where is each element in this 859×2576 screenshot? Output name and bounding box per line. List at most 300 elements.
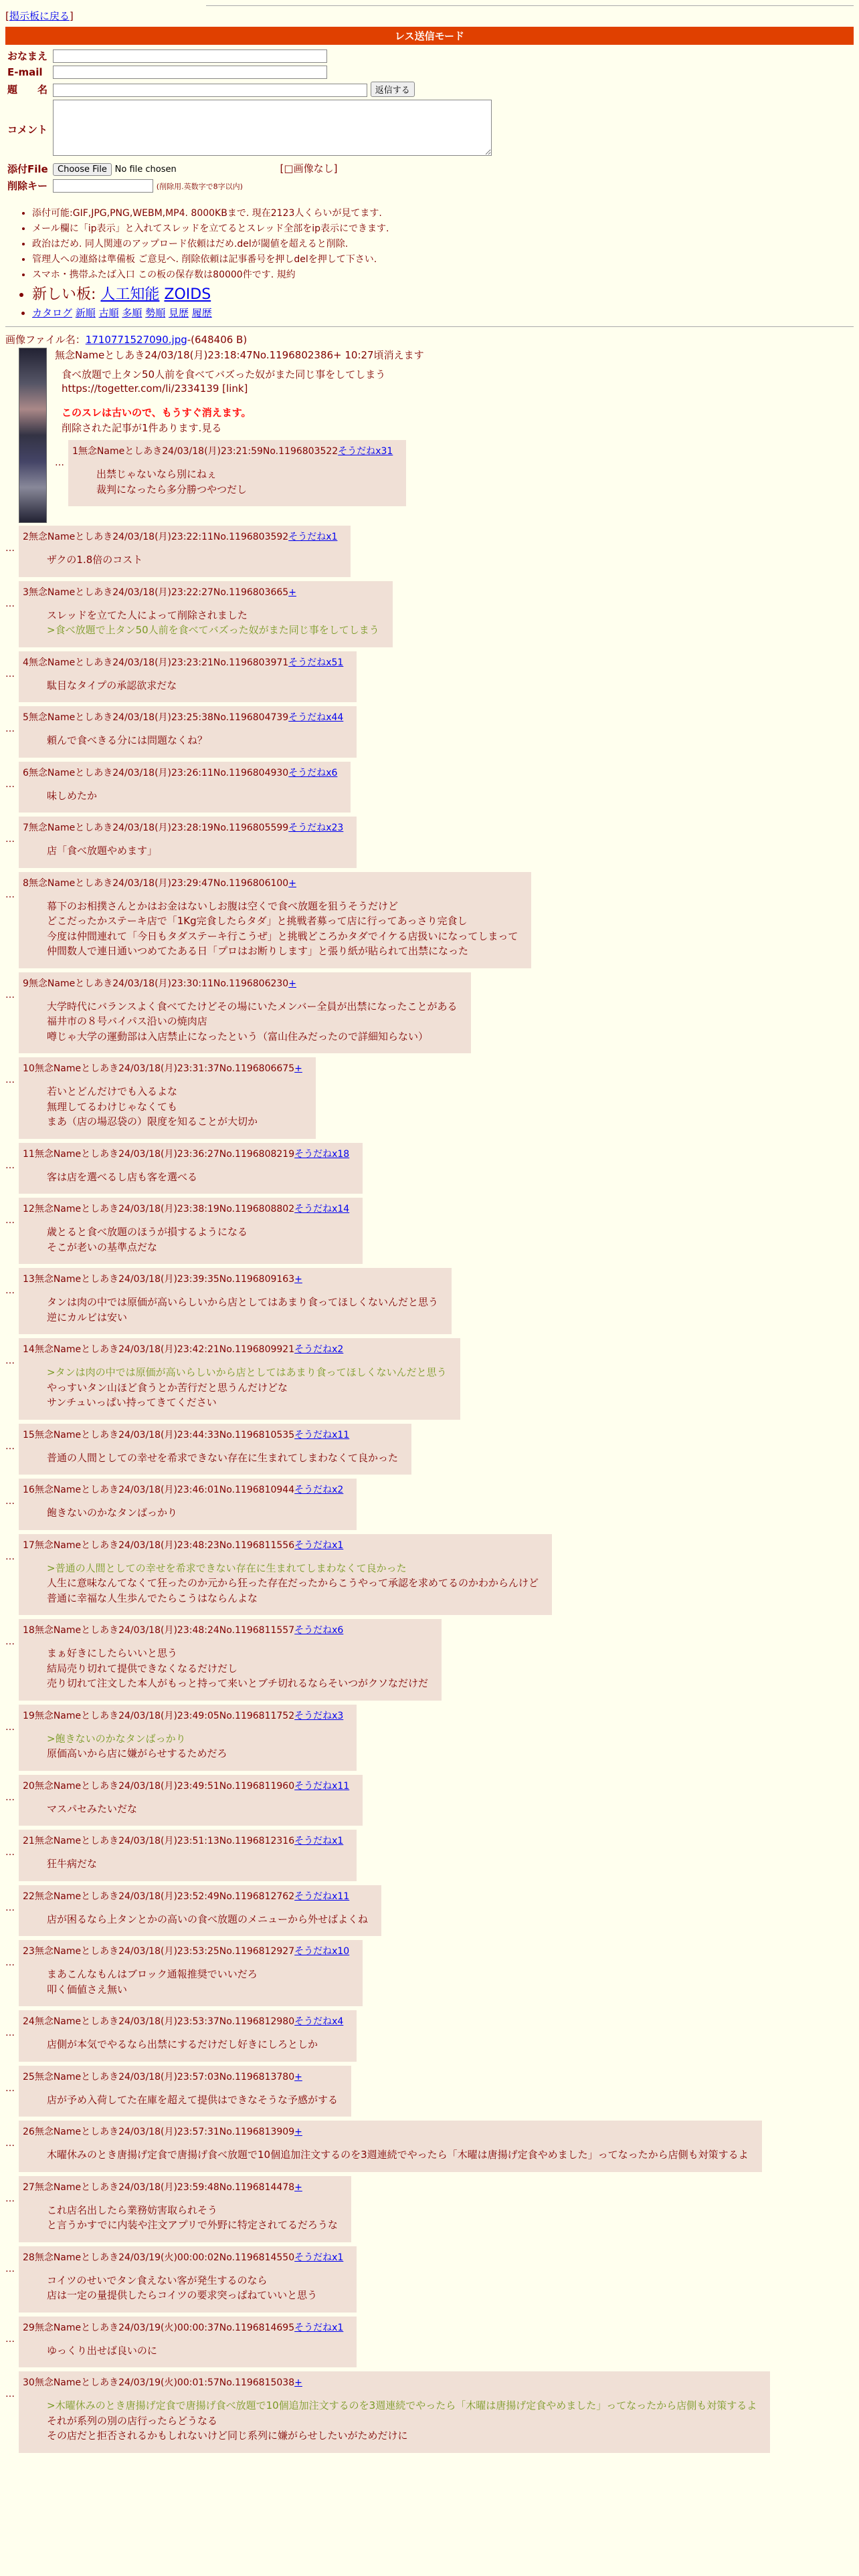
reply-box xyxy=(19,1830,357,1881)
reply-body xyxy=(47,1365,447,1410)
reply-meta[interactable]: 1無念Nameとしあき24/03/18(月)23:21:59No.1196803522 xyxy=(72,446,339,457)
reply-marker: … xyxy=(5,2389,15,2399)
reply-line: 無理してるわけじゃなくても xyxy=(47,1100,178,1113)
reply-post xyxy=(5,972,854,1054)
reply-header xyxy=(23,1889,368,1903)
reply-line: 客は店を選べるし店も客を選べる xyxy=(47,1170,198,1183)
reply-line: マスパセみたいだな xyxy=(47,1802,138,1815)
reply-post xyxy=(5,706,854,758)
reply-line: タンは肉の中では原価が高いらしいから店としてはあまり食ってほしくないんだと思う xyxy=(47,1296,439,1308)
reply-box xyxy=(19,2066,351,2117)
sodane-button[interactable]: そうだねx14 xyxy=(294,1204,350,1214)
reply-marker: … xyxy=(5,2138,15,2149)
reply-meta[interactable]: 8無念Nameとしあき24/03/18(月)23:29:47No.1196806100 xyxy=(23,877,289,889)
reply-box xyxy=(19,762,351,813)
sodane-button[interactable]: そうだねx2 xyxy=(294,1485,344,1495)
reply-meta[interactable]: 27無念Nameとしあき24/03/18(月)23:59:48No.1196814478 xyxy=(23,2181,295,2193)
reply-body xyxy=(47,1224,349,1255)
reply-line: 店「食べ放題やめます」 xyxy=(47,845,158,857)
reply-body xyxy=(96,467,393,497)
sodane-button[interactable]: + xyxy=(294,2127,302,2137)
reply-post xyxy=(5,1940,854,2006)
reply-post xyxy=(5,1885,854,1937)
reply-line: と言うかすでに内装や注文アプリで外野に特定されてるだろうな xyxy=(47,2219,338,2231)
reply-box xyxy=(19,1479,357,1530)
reply-body xyxy=(47,678,343,693)
reply-meta[interactable]: 18無念Nameとしあき24/03/18(月)23:48:24No.1196811557 xyxy=(23,1625,295,1636)
reply-post xyxy=(5,1479,854,1530)
reply-line: 店は一定の量提供したらコイツの要求突っぱねていいと思う xyxy=(47,2289,318,2301)
reply-post xyxy=(5,817,854,868)
reply-box xyxy=(19,706,357,758)
reply-line: 原価高いから店に嫌がらせするためだろ xyxy=(47,1747,227,1759)
delete-key-input[interactable] xyxy=(53,179,153,193)
reply-line: 頼んで食べきる分には問題なくね？ xyxy=(47,734,208,746)
sodane-button[interactable]: そうだねx11 xyxy=(294,1891,350,1902)
reply-box xyxy=(19,2317,357,2368)
reply-body xyxy=(47,2147,749,2163)
sodane-button[interactable]: そうだねx1 xyxy=(294,2252,344,2263)
reply-meta[interactable]: 11無念Nameとしあき24/03/18(月)23:36:27No.1196808219 xyxy=(23,1148,295,1160)
reply-body xyxy=(47,2343,343,2359)
reply-marker: … xyxy=(5,724,15,734)
reply-box xyxy=(19,1534,552,1616)
reply-marker: … xyxy=(5,1075,15,1085)
reply-box xyxy=(19,651,357,703)
reply-line: 木曜休みのとき唐揚げ定食で唐揚げ食べ放題で10個追加注文するのを3週連続でやったら「木曜は唐揚げ定食やめました」ってなったから店側も対策するよ xyxy=(47,2149,749,2161)
reply-marker: … xyxy=(5,1792,15,1803)
reply-line: 店側が本気でやるなら出禁にするだけだし好きにしろとしか xyxy=(47,2038,318,2050)
reply-header xyxy=(23,1623,428,1636)
sodane-button[interactable]: そうだねx6 xyxy=(294,1625,344,1636)
op-header: 無念Nameとしあき24/03/18(月)23:18:47No.1196802386+ 10:27頃消えます xyxy=(55,349,424,361)
reply-marker: … xyxy=(5,2193,15,2204)
reply-marker: … xyxy=(5,1847,15,1858)
reply-box xyxy=(19,1619,442,1701)
reply-body xyxy=(47,843,343,859)
reply-body xyxy=(47,1731,343,1761)
reply-line: 逆にカルビは安い xyxy=(47,1311,128,1323)
reply-line: サンチュいっぱい持ってきてください xyxy=(47,1396,217,1408)
file-info xyxy=(5,332,854,346)
name-label: おなまえ xyxy=(7,50,48,62)
reply-meta[interactable]: 28無念Nameとしあき24/03/19(火)00:00:02No.1196814550 xyxy=(23,2252,295,2263)
reply-box xyxy=(19,2246,357,2313)
reply-header xyxy=(23,1147,349,1160)
reply-header xyxy=(23,1061,302,1075)
reply-marker: … xyxy=(5,834,15,845)
reply-body xyxy=(47,1451,398,1466)
sort-momentum-link[interactable]: 勢順 xyxy=(145,307,166,319)
reply-marker: … xyxy=(5,778,15,790)
reply-header xyxy=(23,1944,349,1957)
reply-header xyxy=(23,1202,349,1215)
file-size: -(648406 B) xyxy=(187,334,248,346)
deleted-notice[interactable]: 削除された記事が1件あります.見る xyxy=(62,422,222,434)
reply-meta[interactable]: 4無念Nameとしあき24/03/18(月)23:23:21No.1196803971 xyxy=(23,657,289,668)
reply-post xyxy=(5,1775,854,1826)
reply-marker: … xyxy=(5,989,15,1000)
sodane-button[interactable]: そうだねx4 xyxy=(294,2016,344,2027)
reply-header xyxy=(23,2014,343,2028)
comment-label: コメント xyxy=(7,123,48,136)
comment-textarea[interactable] xyxy=(53,100,492,156)
post-form xyxy=(5,47,494,194)
reply-meta[interactable]: 2無念Nameとしあき24/03/18(月)23:22:11No.1196803592 xyxy=(23,532,289,542)
reply-marker: … xyxy=(5,1356,15,1366)
reply-box xyxy=(19,2176,351,2242)
reply-box xyxy=(19,817,357,868)
reply-post xyxy=(5,762,854,813)
reply-marker: … xyxy=(5,1440,15,1452)
reply-post xyxy=(5,581,854,647)
reply-post xyxy=(5,1424,854,1475)
reply-line: 店が予め入荷してた在庫を超えて提供はできなそうな予感がする xyxy=(47,2093,339,2106)
op-post xyxy=(5,348,854,522)
sodane-button[interactable]: そうだねx44 xyxy=(288,712,344,723)
reply-body xyxy=(47,608,379,638)
image-file-link[interactable]: 1710771527090.jpg xyxy=(85,334,187,346)
sodane-button[interactable]: そうだねx1 xyxy=(294,1836,344,1846)
reply-post xyxy=(5,1619,854,1701)
sodane-button[interactable]: そうだねx31 xyxy=(338,446,393,457)
reply-post xyxy=(5,1705,854,1771)
reply-header xyxy=(23,821,343,834)
reply-line: まあこんなもんはブロック通報推奨でいいだろ xyxy=(47,1968,258,1980)
reply-post xyxy=(5,1198,854,1264)
reply-marker: … xyxy=(5,2333,15,2345)
reply-body xyxy=(47,1505,343,1521)
reply-header xyxy=(23,1538,539,1551)
reply-line: 仲間数人で連日通いつめてたある日「プロはお断りします」と張り紙が貼られて出禁になった xyxy=(47,945,469,957)
reply-header xyxy=(23,1834,343,1847)
view-history-link[interactable]: 見歴 xyxy=(168,307,189,319)
reply-body xyxy=(47,552,337,568)
sodane-button[interactable]: + xyxy=(294,2071,302,2082)
reply-header xyxy=(23,2180,338,2193)
reply-line: 福井市の８号バイパス沿いの焼肉店 xyxy=(47,1015,207,1027)
reply-meta[interactable]: 9無念Nameとしあき24/03/18(月)23:30:11No.1196806230 xyxy=(23,978,289,989)
op-thumbnail-image[interactable] xyxy=(19,348,47,523)
reply-header xyxy=(23,2250,343,2264)
reply-meta[interactable]: 22無念Nameとしあき24/03/18(月)23:52:49No.1196812762 xyxy=(23,1891,295,1902)
reply-line: それが系列の別の店行ったらどうなる xyxy=(47,2414,218,2427)
op-text: 食べ放題で上タン50人前を食べてバズった奴がまた同じ事をしてしまう xyxy=(62,368,386,381)
reply-marker: … xyxy=(5,2028,15,2038)
reply-body xyxy=(47,1856,343,1872)
sort-new-link[interactable]: 新順 xyxy=(75,307,96,319)
reply-line: コイツのせいでタン食えない客が発生するのなら xyxy=(47,2274,268,2286)
quote-line: >タンは肉の中では原価が高いらしいから店としてはあまり食ってほしくないんだと思う xyxy=(47,1366,447,1378)
reply-line: 幕下のお相撲さんとかはお金はないしお腹は空くで食べ放題を狙うそうだけど xyxy=(47,899,399,912)
quote-line: >食べ放題で上タン50人前を食べてバズった奴がまた同じ事をしてしまう xyxy=(47,624,379,636)
reply-meta[interactable]: 17無念Nameとしあき24/03/18(月)23:48:23No.1196811556 xyxy=(23,1539,295,1551)
reply-line: 普通の人間としての幸せを希求できない存在に生まれてしまわなくて良かった xyxy=(47,1451,399,1464)
reply-line: ザクの1.8倍のコスト xyxy=(47,554,143,566)
reply-line: 今度は仲間連れて「今日もタダステーキ行こうぜ」と挑戦どころかタダでイケる店扱いになってしまって xyxy=(47,930,518,942)
rule-item: • 管理人への連絡は準備板 ご意見へ. 削除依頼は記事番号を押しdelを押して下さい. xyxy=(32,252,854,265)
reply-meta[interactable]: 12無念Nameとしあき24/03/18(月)23:38:19No.1196808802 xyxy=(23,1204,295,1214)
reply-marker: … xyxy=(5,543,15,554)
reply-meta[interactable]: 25無念Nameとしあき24/03/18(月)23:57:03No.1196813780 xyxy=(23,2071,295,2082)
reply-box xyxy=(19,872,531,968)
reply-header xyxy=(23,2375,757,2389)
sodane-button[interactable]: そうだねx23 xyxy=(288,823,344,833)
rule-item: • メール欄に「ip表示」と入れてスレッドを立てるとスレッド全部をip表示にできます. xyxy=(32,221,854,235)
new-board-line xyxy=(32,283,854,304)
reply-line: 結局売り切れて提供できなくなるだけだし xyxy=(47,1662,238,1675)
history-link[interactable]: 履歴 xyxy=(191,307,212,319)
reply-body xyxy=(47,2037,343,2052)
sort-old-link[interactable]: 古順 xyxy=(98,307,119,319)
reply-post xyxy=(5,2121,854,2172)
name-input[interactable] xyxy=(53,49,327,63)
reply-marker: … xyxy=(5,1721,15,1733)
reply-marker: … xyxy=(5,668,15,679)
reply-box xyxy=(19,581,393,647)
reply-post xyxy=(55,440,854,506)
no-image-checkbox[interactable]: [□画像なし] xyxy=(280,163,338,175)
reply-mode-bar: レス送信モード xyxy=(5,27,854,45)
reply-line: これ店名出したら業務妨害取られそう xyxy=(47,2204,218,2216)
reply-marker: … xyxy=(5,2263,15,2274)
sodane-button[interactable]: + xyxy=(294,2377,302,2388)
reply-meta[interactable]: 23無念Nameとしあき24/03/18(月)23:53:25No.1196812927 xyxy=(23,1946,295,1957)
reply-body xyxy=(47,1912,368,1927)
sodane-button[interactable]: そうだねx11 xyxy=(294,1780,350,1792)
rules-list xyxy=(12,206,854,320)
sodane-button[interactable]: そうだねx1 xyxy=(288,532,338,542)
sodane-button[interactable]: + xyxy=(294,2181,302,2193)
reply-marker: … xyxy=(5,1285,15,1296)
reply-post xyxy=(5,1830,854,1881)
reply-box xyxy=(19,1057,316,1139)
reply-post xyxy=(5,1143,854,1194)
submit-reply-button[interactable]: 返信する xyxy=(371,82,415,97)
reply-line: 飽きないのかなタンばっかり xyxy=(47,1507,178,1519)
sodane-button[interactable]: + xyxy=(288,978,296,989)
sodane-button[interactable]: + xyxy=(288,586,296,598)
quote-line: >木曜休みのとき唐揚げ定食で唐揚げ食べ放題で10個追加注文するのを3週連続でやったら「木曜は唐揚げ定食やめました」ってなったから店側も対策するよ xyxy=(47,2399,757,2411)
sodane-button[interactable]: そうだねx3 xyxy=(294,1710,344,1721)
reply-meta[interactable]: 26無念Nameとしあき24/03/18(月)23:57:31No.1196813909 xyxy=(23,2127,295,2137)
reply-meta[interactable]: 21無念Nameとしあき24/03/18(月)23:51:13No.1196812316 xyxy=(23,1836,295,1846)
reply-box xyxy=(19,526,351,577)
sodane-button[interactable]: + xyxy=(294,1063,302,1074)
reply-line: 歳とると食べ放題のほうが損するようになる xyxy=(47,1226,248,1238)
reply-box xyxy=(19,1198,363,1264)
reply-header xyxy=(23,1272,438,1285)
sodane-button[interactable]: そうだねx10 xyxy=(294,1946,350,1957)
sodane-button[interactable]: + xyxy=(288,877,296,889)
reply-header xyxy=(23,585,379,599)
reply-header xyxy=(23,2125,749,2138)
email-input[interactable] xyxy=(53,66,327,79)
first-reply-slot xyxy=(55,440,854,506)
sodane-button[interactable]: そうだねx11 xyxy=(294,1429,350,1440)
reply-marker: … xyxy=(5,1551,15,1562)
reply-meta[interactable]: 3無念Nameとしあき24/03/18(月)23:22:27No.1196803665 xyxy=(23,586,289,598)
reply-post xyxy=(5,526,854,577)
rule-item: • 政治はだめ. 同人関連のアップロード依頼はだめ.delが閾値を超えると削除. xyxy=(32,237,854,250)
choose-file-button[interactable]: Choose File xyxy=(53,163,112,176)
reply-header xyxy=(23,1428,398,1441)
reply-body xyxy=(47,999,458,1045)
reply-meta[interactable]: 7無念Nameとしあき24/03/18(月)23:28:19No.1196805599 xyxy=(23,823,289,833)
reply-box xyxy=(19,1268,452,1334)
reply-line: 味しめたか xyxy=(47,789,98,802)
reply-body xyxy=(47,788,337,804)
sodane-button[interactable]: + xyxy=(294,1274,302,1285)
reply-list xyxy=(5,526,854,2453)
reply-body xyxy=(47,1170,349,1185)
reply-header xyxy=(23,2321,343,2334)
reply-box xyxy=(68,440,406,506)
reply-line: 人生に意味なんてなくて狂ったのか元から狂った存在だったからこうやって承認を求めてるのかわからんけど xyxy=(47,1577,539,1589)
reply-post xyxy=(5,2246,854,2313)
reply-header xyxy=(23,976,458,990)
subject-input[interactable] xyxy=(53,84,367,97)
top-divider xyxy=(206,5,854,6)
sodane-button[interactable]: そうだねx1 xyxy=(294,1539,344,1551)
quote-line: >飽きないのかなタンばっかり xyxy=(47,1732,186,1745)
sodane-button[interactable]: そうだねx2 xyxy=(294,1344,344,1355)
reply-line: 若いとどんだけでも入るよな xyxy=(47,1085,178,1097)
reply-meta[interactable]: 14無念Nameとしあき24/03/18(月)23:42:21No.1196809921 xyxy=(23,1344,295,1355)
reply-post xyxy=(5,2010,854,2062)
reply-post xyxy=(5,2066,854,2117)
reply-body xyxy=(47,2398,757,2444)
rule-item: • 添付可能:GIF,JPG,PNG,WEBM,MP4. 8000KBまで. 現在2123人くらいが見てます. xyxy=(32,206,854,219)
new-board-prefix: 新しい板: xyxy=(32,286,101,303)
reply-line: 売り切れて注文した本人がもっと持って来いとブチ切れるならそいつがクソなだけだ xyxy=(47,1677,429,1689)
reply-body xyxy=(47,1561,539,1606)
reply-body xyxy=(47,2203,338,2233)
reply-marker: … xyxy=(55,457,64,468)
reply-box xyxy=(19,1705,357,1771)
sodane-button[interactable]: そうだねx51 xyxy=(288,657,344,668)
back-to-board-link[interactable]: 掲示板に戻る xyxy=(9,10,70,22)
reply-post xyxy=(5,872,854,968)
sodane-button[interactable]: そうだねx6 xyxy=(288,767,338,778)
reply-meta[interactable]: 20無念Nameとしあき24/03/18(月)23:49:51No.1196811960 xyxy=(23,1780,295,1792)
reply-meta[interactable]: 15無念Nameとしあき24/03/18(月)23:44:33No.1196810535 xyxy=(23,1429,295,1440)
reply-line: 噂じゃ大学の運動部は入店禁止になったという（富山住みだったので詳細知らない） xyxy=(47,1030,429,1043)
reply-body xyxy=(47,2092,338,2108)
reply-line: どこだったかステーキ店で「1Kg完食したらタダ」と挑戦者募って店に行ってあっさり完食し xyxy=(47,915,468,927)
reply-line: 狂牛病だな xyxy=(47,1858,98,1870)
reply-line: 大学時代にバランスよく食べてたけどその場にいたメンバー全員が出禁になったことがある xyxy=(47,1000,458,1012)
reply-post xyxy=(5,2371,854,2453)
reply-body xyxy=(47,2273,343,2303)
reply-marker: … xyxy=(5,1636,15,1647)
reply-meta[interactable]: 13無念Nameとしあき24/03/18(月)23:39:35No.1196809163 xyxy=(23,1274,295,1285)
reply-header xyxy=(23,655,343,669)
reply-box xyxy=(19,2121,762,2172)
reply-marker: … xyxy=(5,889,15,900)
reply-post xyxy=(5,2317,854,2368)
quote-line: >普通の人間としての幸せを希求できない存在に生まれてしまわなくて良かった xyxy=(47,1562,407,1574)
reply-marker: … xyxy=(5,1957,15,1968)
reply-marker: … xyxy=(5,1160,15,1171)
reply-box xyxy=(19,1775,363,1826)
subject-label: 題 名 xyxy=(7,84,48,96)
reply-box xyxy=(19,2010,357,2062)
new-board-link-zoids[interactable]: ZOIDS xyxy=(164,286,211,303)
reply-line: 裁判になったら多分勝つやつだし xyxy=(96,483,248,496)
reply-post xyxy=(5,1534,854,1616)
reply-meta[interactable]: 10無念Nameとしあき24/03/18(月)23:31:37No.1196806675 xyxy=(23,1063,295,1074)
reply-body xyxy=(47,1084,302,1130)
divider xyxy=(5,326,854,327)
op-link[interactable]: https://togetter.com/li/2334139 [link] xyxy=(62,383,248,395)
reply-meta[interactable]: 6無念Nameとしあき24/03/18(月)23:26:11No.1196804930 xyxy=(23,767,289,778)
reply-meta[interactable]: 16無念Nameとしあき24/03/18(月)23:46:01No.1196810944 xyxy=(23,1485,295,1495)
sort-many-link[interactable]: 多順 xyxy=(122,307,142,319)
reply-box xyxy=(19,1885,381,1937)
reply-line: 出禁じゃないなら別にねぇ xyxy=(96,468,217,480)
rule-item: • スマホ・携帯ふたば入口 この板の保存数は80000件です. 規約 xyxy=(32,267,854,281)
reply-line: その店だと拒否されるかもしれないけど同じ系列に嫌がらせしたいがためだけに xyxy=(47,2430,408,2442)
catalog-link[interactable]: カタログ xyxy=(32,307,73,319)
reply-marker: … xyxy=(5,2082,15,2094)
reply-header xyxy=(23,530,337,543)
reply-header xyxy=(23,1779,349,1792)
reply-header xyxy=(23,710,343,724)
reply-header xyxy=(23,1342,447,1356)
reply-body xyxy=(47,733,343,748)
reply-line: 普通に幸福な人生歩んでたらこうはならんよな xyxy=(47,1592,258,1604)
reply-meta[interactable]: 29無念Nameとしあき24/03/19(火)00:00:37No.1196814695 xyxy=(23,2322,295,2333)
reply-post xyxy=(5,1057,854,1139)
reply-header xyxy=(23,876,518,889)
reply-meta[interactable]: 19無念Nameとしあき24/03/18(月)23:49:05No.1196811752 xyxy=(23,1710,295,1721)
reply-box xyxy=(19,1143,363,1194)
reply-marker: … xyxy=(5,1215,15,1226)
reply-post xyxy=(5,651,854,703)
file-info-prefix: 画像ファイル名： xyxy=(5,334,86,346)
reply-post xyxy=(5,1338,854,1420)
reply-line: スレッドを立てた人によって削除されました xyxy=(47,609,248,621)
reply-meta[interactable]: 5無念Nameとしあき24/03/18(月)23:25:38No.1196804739 xyxy=(23,712,289,723)
reply-box xyxy=(19,2371,770,2453)
email-label: E-mail xyxy=(7,66,43,78)
reply-meta[interactable]: 24無念Nameとしあき24/03/18(月)23:53:37No.1196812980 xyxy=(23,2016,295,2027)
reply-body xyxy=(47,1295,438,1325)
reply-box xyxy=(19,1424,411,1475)
new-board-link-ai[interactable]: 人工知能 xyxy=(100,286,160,303)
reply-body xyxy=(47,899,518,959)
reply-box xyxy=(19,1940,363,2006)
reply-header xyxy=(23,2070,338,2083)
expiry-warning: このスレは古いので、もうすぐ消えます。 xyxy=(62,407,252,419)
reply-header xyxy=(72,444,393,457)
reply-header xyxy=(23,1483,343,1496)
reply-line: 駄目なタイプの承認欲求だな xyxy=(47,679,177,691)
sodane-button[interactable]: そうだねx1 xyxy=(294,2322,344,2333)
reply-line: まあ（店の場忍袋の）限度を知ることが大切か xyxy=(47,1115,258,1128)
reply-box xyxy=(19,972,471,1054)
reply-post xyxy=(5,1268,854,1334)
reply-line: そこが老いの基準点だな xyxy=(47,1241,158,1253)
reply-body xyxy=(47,1802,349,1817)
reply-line: やっすいタン山ほど食うとか苦行だと思うんだけどな xyxy=(47,1381,288,1394)
reply-meta[interactable]: 30無念Nameとしあき24/03/19(火)00:01:57No.1196815038 xyxy=(23,2377,295,2388)
sodane-button[interactable]: そうだねx18 xyxy=(294,1148,350,1160)
reply-line: 叩く価値さえ無い xyxy=(47,1983,128,1996)
reply-marker: … xyxy=(5,1902,15,1913)
reply-header xyxy=(23,1709,343,1722)
